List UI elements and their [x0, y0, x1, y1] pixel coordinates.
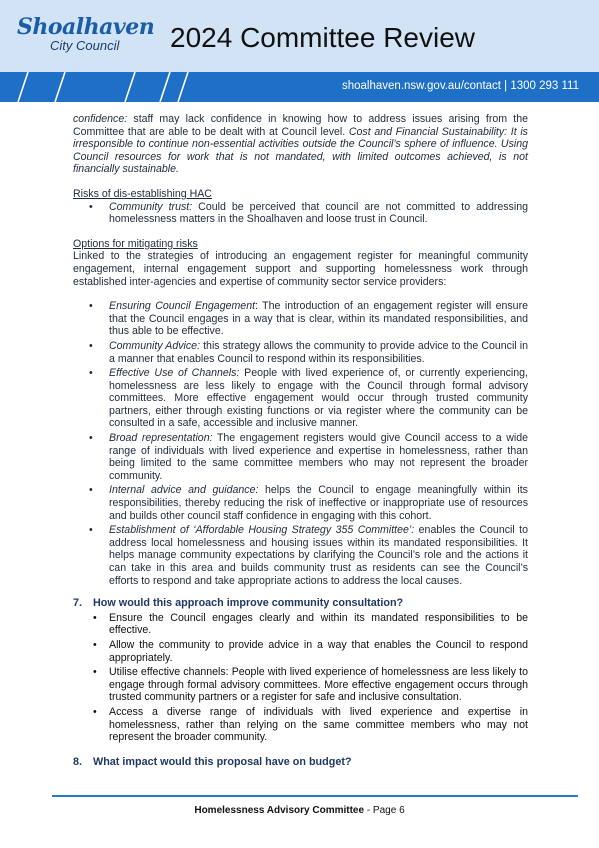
- options-heading: Options for mitigating risks: [73, 237, 198, 250]
- option-label: Effective Use of Channels:: [109, 367, 240, 380]
- question-text: What impact would this proposal have on budget?: [93, 755, 352, 768]
- list-item: [73, 524, 528, 587]
- intro-label-confidence: confidence:: [73, 113, 128, 125]
- document-title: 2024 Committee Review: [170, 22, 476, 53]
- list-item: [73, 367, 528, 430]
- footer-rule: [52, 795, 578, 797]
- options-intro: Linked to the strategies of introducing an engagement register for meaningful community engagement, internal engagement support and supporting homelessness work through established inter-agencies and expertise of community sector service providers:: [73, 250, 528, 288]
- header-contact-bar: [0, 72, 599, 102]
- header-banner: [0, 0, 599, 72]
- option-label: Ensuring Council Engagement: [109, 300, 256, 313]
- list-item: [73, 432, 528, 482]
- option-text: People with lived experience of, or currently experiencing, homelessness are less likely to engage with the Council through formal advisory committees. More effective engagement would occur through trusted community partners, either through existing functions or via register where the community can be consulted in a safe, accessible and inclusive manner.: [109, 367, 528, 430]
- question-8-heading: [73, 756, 528, 769]
- option-text: enables the Council to address local homelessness and housing issues within its mandated responsibilities. It helps manage community expectations by clarifying the Council’s role and the actions it can take in this area and builds community trust as residents can see the Council’s efforts to respond and take appropriate actions to address the local causes.: [109, 524, 529, 587]
- intro-text-confidence: staff may lack confidence in knowing how to address issues arising from the Committee that are able to be dealt with at Council level.: [73, 113, 528, 138]
- option-label: Broad representation:: [109, 432, 213, 445]
- list-item: • Access a diverse range of individuals with lived experience and expertise in homelessness, rather than relying on the same committee members who may not represent the broader community.: [73, 706, 528, 744]
- options-list: [73, 300, 528, 587]
- page-footer: [0, 805, 599, 816]
- intro-paragraph: [73, 113, 528, 176]
- risks-list: [73, 201, 528, 226]
- option-label: Internal advice and guidance:: [109, 484, 259, 497]
- list-item: • Allow the community to provide advice in a way that enables the Council to respond appropriately.: [73, 639, 528, 664]
- option-text: this strategy allows the community to provide advice to the Council in a manner that enables Council to respond within its responsibilities.: [109, 339, 528, 365]
- option-label: Establishment of ‘Affordable Housing Strategy 355 Committee’:: [109, 524, 415, 537]
- list-item: • Ensure the Council engages clearly and within its mandated responsibilities to be effective.: [73, 612, 528, 637]
- intro-label-cost: Cost and Financial Sustainability:: [348, 125, 508, 138]
- option-text: helps the Council to engage meaningfully within its responsibilities, thereby reducing the risk of ineffective or inappropriate use of resources and builds other council staff confidence in engaging with this cohort.: [109, 484, 528, 522]
- list-item: • Utilise effective channels: People with lived experience of homelessness are less likely to engage through formal advisory committees. More effective engagement occurs through trusted community partners or a register for safe and inclusive consultation.: [73, 666, 528, 704]
- list-item: [73, 484, 528, 522]
- council-logo-subtitle: City Council: [50, 38, 120, 53]
- question-7-heading: [73, 597, 528, 610]
- question-number: 8.: [73, 755, 83, 768]
- list-item: [73, 201, 528, 226]
- list-item: [73, 300, 528, 338]
- intro-text-cost: It is irresponsible to continue non-essential activities outside the Council’s sphere of influence. Using Council resources for work that is not mandated, with limited outcomes achieved, is not financially sustainable.: [73, 125, 528, 176]
- option-text: The engagement registers would give Council access to a wide range of individuals with lived experience and expertise in homelessness, rather than being limited to the same committee members who may not represent the broader community.: [109, 432, 528, 482]
- footer-committee-name: Homelessness Advisory Committee: [194, 805, 365, 816]
- option-label: Community Advice:: [109, 339, 201, 352]
- question-number: 7.: [73, 597, 83, 610]
- list-item: [73, 340, 528, 365]
- contact-info: shoalhaven.nsw.gov.au/contact | 1300 293 111: [342, 80, 579, 92]
- risk-text: Could be perceived that council are not committed to addressing homelessness matters in the Shoalhaven and loose trust in Council.: [109, 200, 528, 226]
- footer-page-number: - Page 6: [364, 805, 405, 816]
- risk-label: Community trust:: [109, 200, 193, 213]
- question-7-answers: [73, 612, 528, 744]
- document-body: [73, 113, 528, 768]
- council-logo-wordmark: Shoalhaven: [17, 14, 155, 40]
- option-text: : The introduction of an engagement register will ensure that the Council engages in a way that is clear, within its mandated responsibilities, and thus able to be effective.: [109, 300, 528, 338]
- risks-heading: Risks of dis-establishing HAC: [73, 187, 212, 200]
- question-text: How would this approach improve community consultation?: [93, 597, 404, 610]
